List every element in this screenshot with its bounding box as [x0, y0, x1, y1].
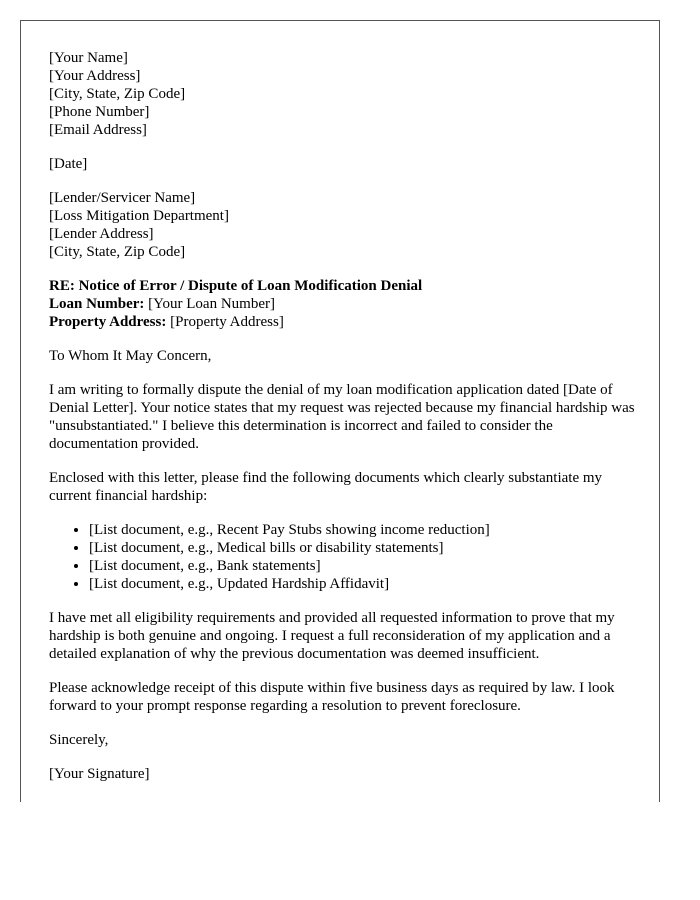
closing: Sincerely,: [49, 732, 109, 748]
list-item: • [List document, e.g., Recent Pay Stubs showing income reduction]: [89, 521, 639, 539]
paragraph-request: I have met all eligibility requirements and provided all requested information to prove that my hardship is both genuine and ongoing. I request a full reconsideration of my application and a detailed explanation of why the previous documentation was deemed insufficient.: [49, 610, 615, 662]
recipient-city-state-zip: [City, State, Zip Code]: [49, 244, 186, 260]
paragraph-acknowledge: Please acknowledge receipt of this dispute within five business days as required by law. I look forward to your prompt response regarding a resolution to prevent foreclosure.: [49, 680, 615, 714]
property-address-label: Property Address:: [49, 314, 167, 330]
recipient-block: [49, 189, 639, 261]
subject-block: [49, 277, 639, 331]
letter-page: [20, 20, 660, 802]
sender-city-state-zip: [City, State, Zip Code]: [49, 86, 186, 102]
sender-address: [Your Address]: [49, 68, 141, 84]
list-item: • [List document, e.g., Bank statements]: [89, 557, 639, 575]
recipient-address: [Lender Address]: [49, 226, 154, 242]
paragraph-dispute: I am writing to formally dispute the denial of my loan modification application dated [Date of Denial Letter]. Your notice states that my request was rejected because my financial hardship was "unsubstantiated." I believe this determination is incorrect and failed to consider the documentation provided.: [49, 382, 635, 452]
recipient-department: [Loss Mitigation Department]: [49, 208, 229, 224]
sender-name: [Your Name]: [49, 50, 128, 66]
property-address-line: [49, 313, 639, 331]
recipient-name: [Lender/Servicer Name]: [49, 190, 196, 206]
sender-email: [Email Address]: [49, 122, 147, 138]
signature: [Your Signature]: [49, 766, 150, 782]
re-line: RE: Notice of Error / Dispute of Loan Modification Denial: [49, 278, 423, 294]
sender-block: [49, 49, 639, 139]
property-address-value: [Property Address]: [166, 314, 284, 330]
document-list: [49, 521, 639, 593]
list-item: • [List document, e.g., Updated Hardship Affidavit]: [89, 575, 639, 593]
loan-number-line: [49, 295, 639, 313]
paragraph-enclosures: Enclosed with this letter, please find the following documents which clearly substantiate my current financial hardship:: [49, 470, 603, 504]
loan-number-label: Loan Number:: [49, 296, 145, 312]
list-item: • [List document, e.g., Medical bills or disability statements]: [89, 539, 639, 557]
loan-number-value: [Your Loan Number]: [144, 296, 275, 312]
date-block: [49, 155, 639, 173]
letter-content: [49, 49, 639, 799]
salutation: To Whom It May Concern,: [49, 348, 212, 364]
sender-phone: [Phone Number]: [49, 104, 150, 120]
letter-date: [Date]: [49, 156, 88, 172]
